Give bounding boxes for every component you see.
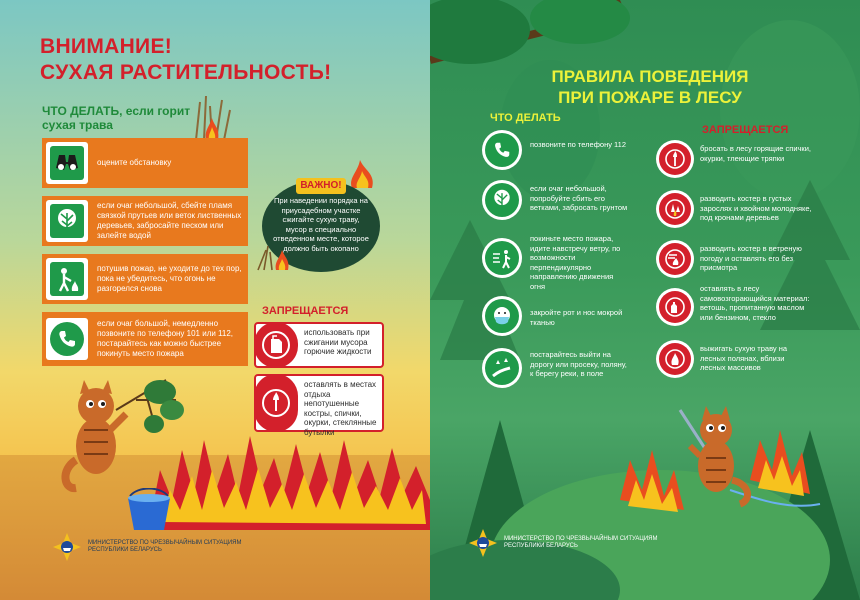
branch-broom-icon bbox=[46, 200, 88, 242]
right-todo-text-3: покиньте место пожара, идите навстречу ветру, по возможности перпендикулярно направлению движения огня bbox=[530, 234, 621, 291]
left-todo-item-2 bbox=[42, 196, 248, 246]
ministry-emblem-icon bbox=[468, 528, 498, 558]
wind-direction-icon bbox=[482, 238, 522, 278]
right-ministry-text: МИНИСТЕРСТВО ПО ЧРЕЗВЫЧАЙНЫМ СИТУАЦИЯМ РЕСПУБЛИКИ БЕЛАРУСЬ bbox=[504, 536, 658, 549]
right-title-line2: ПРИ ПОЖАРЕ В ЛЕСУ bbox=[558, 88, 742, 107]
right-forbid-text-3: разводить костер в ветреную погоду и оставлять его без присмотра bbox=[700, 244, 802, 272]
important-text: При наведении порядка на приусадебном участке сжигайте сухую траву, мусор в специально отведенном месте, которое должно быть окопано bbox=[273, 196, 369, 253]
right-todo-text-1: позвоните по телефону 112 bbox=[530, 140, 627, 149]
left-title-line1: ВНИМАНИЕ! bbox=[40, 35, 173, 58]
flame-decoration bbox=[346, 156, 380, 190]
important-label: ВАЖНО! bbox=[296, 178, 346, 194]
left-todo-item-4 bbox=[42, 312, 248, 366]
right-title-line1: ПРАВИЛА ПОВЕДЕНИЯ bbox=[551, 67, 749, 86]
left-title bbox=[40, 34, 380, 86]
face-mask-icon bbox=[482, 296, 522, 336]
left-subtitle-rest: если горит сухая трава bbox=[42, 104, 191, 132]
left-forbid-title: ЗАПРЕЩАЕТСЯ bbox=[262, 305, 349, 317]
left-forbid-text-2: оставлять в местах отдыха непотушенные костры, спички, окурки, стеклянные бутылки bbox=[304, 380, 377, 437]
match-icon bbox=[254, 374, 298, 432]
left-forbid-item-2 bbox=[254, 374, 384, 437]
left-subtitle-strong: ЧТО ДЕЛАТЬ, bbox=[42, 104, 123, 118]
right-poster-panel bbox=[430, 0, 860, 600]
left-todo-item-1 bbox=[42, 138, 248, 188]
right-forbid-text-5: выжигать сухую траву на лесных полянах, вблизи лесных массивов bbox=[700, 344, 788, 372]
no-campfire-wind-icon bbox=[656, 240, 694, 278]
no-burning-match-icon bbox=[656, 140, 694, 178]
phone-icon bbox=[46, 318, 88, 360]
fuel-canister-icon bbox=[254, 322, 298, 368]
left-forbid-item-1 bbox=[254, 322, 384, 368]
no-oily-rags-icon bbox=[656, 288, 694, 326]
right-todo-text-4: закройте рот и нос мокрой тканью bbox=[530, 308, 623, 327]
cat-with-hose-illustration bbox=[666, 400, 756, 510]
branch-broom-icon bbox=[482, 180, 522, 220]
road-exit-icon bbox=[482, 348, 522, 388]
no-grass-burning-icon bbox=[656, 340, 694, 378]
phone-icon bbox=[482, 130, 522, 170]
right-todo-title: ЧТО ДЕЛАТЬ bbox=[490, 112, 561, 124]
right-forbid-text-4: оставлять в лесу самовозгорающийся материал: ветошь, пропитанную маслом или бензином, стекло bbox=[700, 284, 810, 322]
left-todo-text-2: если очаг небольшой, сбейте пламя связкой прутьев или веток лиственных деревьев, забросайте песком или залейте водой bbox=[97, 201, 242, 240]
person-extinguishing-icon bbox=[46, 258, 88, 300]
flame-decoration bbox=[254, 236, 294, 272]
left-title-line2: СУХАЯ РАСТИТЕЛЬНОСТЬ! bbox=[40, 61, 332, 84]
binoculars-icon bbox=[46, 142, 88, 184]
right-ministry-block bbox=[468, 528, 664, 558]
cat-with-branch-illustration bbox=[56, 370, 186, 500]
no-campfire-trees-icon bbox=[656, 190, 694, 228]
right-forbid-title: ЗАПРЕЩАЕТСЯ bbox=[702, 124, 789, 136]
right-todo-text-2: если очаг небольшой, попробуйте сбить его ветками, забросать грунтом bbox=[530, 184, 628, 212]
left-todo-item-3 bbox=[42, 254, 248, 304]
left-forbid-text-1: использовать при сжигании мусора горючие жидкости bbox=[304, 328, 372, 356]
left-ministry-block bbox=[52, 532, 248, 562]
ministry-emblem-icon bbox=[52, 532, 82, 562]
right-title bbox=[510, 66, 790, 108]
left-subtitle bbox=[42, 104, 202, 132]
left-todo-text-3: потушив пожар, не уходите до тех пор, пока не убедитесь, что огонь не разгорелся снова bbox=[97, 264, 242, 293]
right-forbid-text-2: разводить костер в густых зарослях и хвойном молодняке, под кронами деревьев bbox=[700, 194, 812, 222]
left-todo-text-4: если очаг большой, немедленно позвоните по телефону 101 или 112, постарайтесь как можно быстрее покинуть место пожара bbox=[97, 319, 234, 358]
burning-grass-illustration bbox=[186, 92, 246, 142]
water-bucket-illustration bbox=[124, 488, 174, 532]
right-todo-text-5: постарайтесь выйти на дорогу или просеку, поляну, к берегу реки, в поле bbox=[530, 350, 627, 378]
left-ministry-text: МИНИСТЕРСТВО ПО ЧРЕЗВЫЧАЙНЫМ СИТУАЦИЯМ РЕСПУБЛИКИ БЕЛАРУСЬ bbox=[88, 540, 242, 553]
left-todo-text-1: оцените обстановку bbox=[97, 158, 172, 167]
right-forbid-text-1: бросать в лесу горящие спички, окурки, тлеющие тряпки bbox=[700, 144, 811, 163]
grass-fire-illustration bbox=[150, 430, 430, 530]
